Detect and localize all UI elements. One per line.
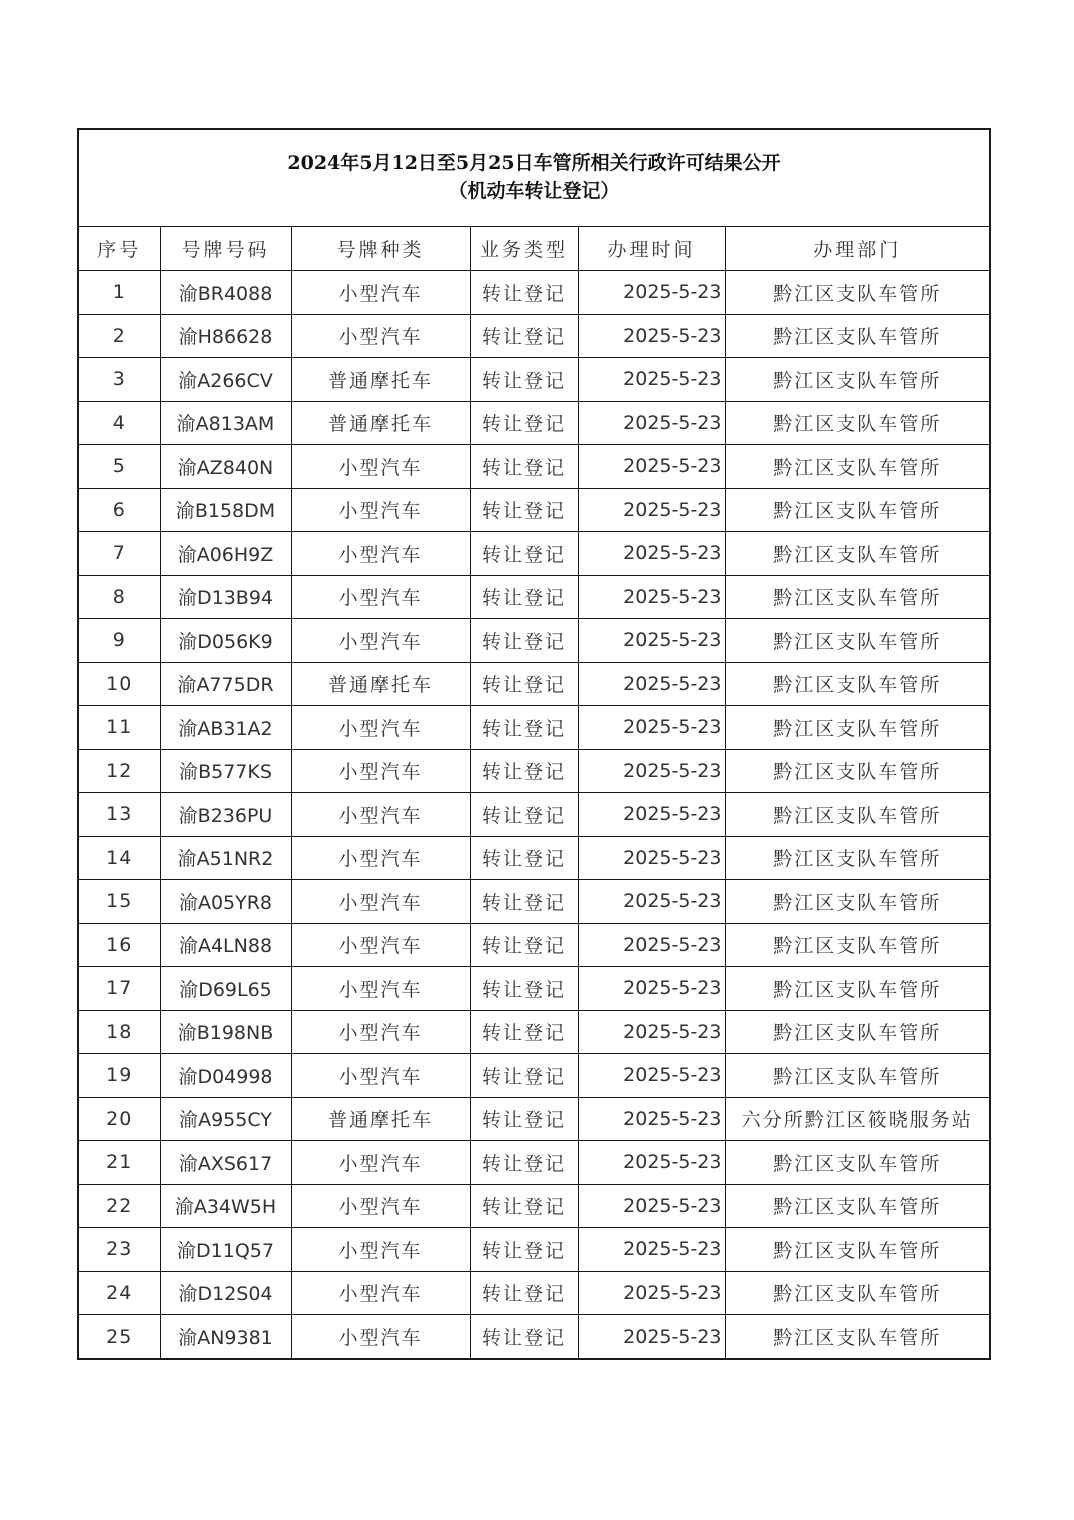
column-header-index: 序号 xyxy=(79,227,160,271)
cell-index: 9 xyxy=(79,619,160,663)
cell-plate-type: 小型汽车 xyxy=(291,488,470,532)
cell-processing-date: 2025-5-23 xyxy=(578,532,725,576)
cell-business-type: 转让登记 xyxy=(470,1054,578,1098)
cell-department: 黔江区支队车管所 xyxy=(725,314,989,358)
table-row xyxy=(79,1315,989,1359)
table-row xyxy=(79,662,989,706)
cell-business-type: 转让登记 xyxy=(470,662,578,706)
cell-plate-type: 小型汽车 xyxy=(291,575,470,619)
table-row xyxy=(79,1228,989,1272)
document-title-block xyxy=(79,130,989,227)
table-row xyxy=(79,1141,989,1185)
cell-department: 黔江区支队车管所 xyxy=(725,1184,989,1228)
cell-business-type: 转让登记 xyxy=(470,836,578,880)
cell-department: 黔江区支队车管所 xyxy=(725,271,989,315)
cell-department: 黔江区支队车管所 xyxy=(725,793,989,837)
cell-index: 25 xyxy=(79,1315,160,1359)
cell-plate-type: 小型汽车 xyxy=(291,1054,470,1098)
cell-plate-number: 渝BR4088 xyxy=(160,271,291,315)
cell-index: 10 xyxy=(79,662,160,706)
cell-plate-number: 渝AZ840N xyxy=(160,445,291,489)
table-body xyxy=(79,271,989,1359)
cell-plate-type: 小型汽车 xyxy=(291,1141,470,1185)
cell-index: 12 xyxy=(79,749,160,793)
cell-processing-date: 2025-5-23 xyxy=(578,1010,725,1054)
cell-business-type: 转让登记 xyxy=(470,923,578,967)
cell-plate-type: 小型汽车 xyxy=(291,1315,470,1359)
cell-processing-date: 2025-5-23 xyxy=(578,1141,725,1185)
cell-plate-number: 渝D04998 xyxy=(160,1054,291,1098)
cell-processing-date: 2025-5-23 xyxy=(578,967,725,1011)
cell-department: 黔江区支队车管所 xyxy=(725,1141,989,1185)
cell-index: 24 xyxy=(79,1271,160,1315)
cell-index: 23 xyxy=(79,1228,160,1272)
cell-processing-date: 2025-5-23 xyxy=(578,575,725,619)
cell-plate-number: 渝A34W5H xyxy=(160,1184,291,1228)
cell-department: 黔江区支队车管所 xyxy=(725,706,989,750)
cell-processing-date: 2025-5-23 xyxy=(578,749,725,793)
column-header-business-type: 业务类型 xyxy=(470,227,578,271)
cell-processing-date: 2025-5-23 xyxy=(578,1271,725,1315)
cell-processing-date: 2025-5-23 xyxy=(578,1228,725,1272)
cell-index: 6 xyxy=(79,488,160,532)
cell-business-type: 转让登记 xyxy=(470,488,578,532)
cell-department: 黔江区支队车管所 xyxy=(725,662,989,706)
cell-processing-date: 2025-5-23 xyxy=(578,706,725,750)
column-header-plate-number: 号牌号码 xyxy=(160,227,291,271)
cell-processing-date: 2025-5-23 xyxy=(578,1054,725,1098)
cell-plate-number: 渝D13B94 xyxy=(160,575,291,619)
cell-processing-date: 2025-5-23 xyxy=(578,488,725,532)
cell-department: 黔江区支队车管所 xyxy=(725,358,989,402)
cell-index: 14 xyxy=(79,836,160,880)
cell-department: 黔江区支队车管所 xyxy=(725,401,989,445)
cell-processing-date: 2025-5-23 xyxy=(578,923,725,967)
table-row xyxy=(79,749,989,793)
cell-department: 黔江区支队车管所 xyxy=(725,1271,989,1315)
cell-index: 7 xyxy=(79,532,160,576)
cell-plate-number: 渝D69L65 xyxy=(160,967,291,1011)
table-row xyxy=(79,923,989,967)
cell-plate-type: 小型汽车 xyxy=(291,706,470,750)
cell-index: 19 xyxy=(79,1054,160,1098)
cell-plate-type: 小型汽车 xyxy=(291,749,470,793)
cell-index: 3 xyxy=(79,358,160,402)
cell-business-type: 转让登记 xyxy=(470,271,578,315)
column-header-department: 办理部门 xyxy=(725,227,989,271)
cell-business-type: 转让登记 xyxy=(470,706,578,750)
cell-plate-type: 小型汽车 xyxy=(291,271,470,315)
cell-department: 黔江区支队车管所 xyxy=(725,1010,989,1054)
cell-index: 13 xyxy=(79,793,160,837)
cell-department: 黔江区支队车管所 xyxy=(773,1327,942,1349)
cell-processing-date: 2025-5-23 xyxy=(578,445,725,489)
cell-business-type: 转让登记 xyxy=(470,532,578,576)
table-row xyxy=(79,836,989,880)
cell-processing-date: 2025-5-23 xyxy=(578,793,725,837)
cell-processing-date: 2025-5-23 xyxy=(578,662,725,706)
cell-index: 4 xyxy=(79,401,160,445)
cell-department: 黔江区支队车管所 xyxy=(725,923,989,967)
cell-department: 黔江区支队车管所 xyxy=(725,532,989,576)
table-row xyxy=(79,445,989,489)
document-subtitle: （机动车转让登记） xyxy=(448,180,620,202)
cell-plate-number: 渝B236PU xyxy=(160,793,291,837)
table-row xyxy=(79,575,989,619)
table-row xyxy=(79,1097,989,1141)
cell-department: 黔江区支队车管所 xyxy=(725,445,989,489)
table-header-row xyxy=(79,227,989,271)
table-row xyxy=(79,1271,989,1315)
cell-index: 21 xyxy=(79,1141,160,1185)
cell-business-type: 转让登记 xyxy=(470,1271,578,1315)
table-row xyxy=(79,880,989,924)
cell-plate-type: 小型汽车 xyxy=(291,1271,470,1315)
cell-business-type: 转让登记 xyxy=(470,967,578,1011)
cell-business-type: 转让登记 xyxy=(470,575,578,619)
cell-department: 黔江区支队车管所 xyxy=(725,488,989,532)
cell-plate-number: 渝D11Q57 xyxy=(160,1228,291,1272)
table-row xyxy=(79,271,989,315)
cell-department: 黔江区支队车管所 xyxy=(725,967,989,1011)
cell-index: 17 xyxy=(79,967,160,1011)
table-row xyxy=(79,793,989,837)
cell-processing-date: 2025-5-23 xyxy=(578,880,725,924)
cell-plate-type: 小型汽车 xyxy=(291,314,470,358)
cell-business-type: 转让登记 xyxy=(470,314,578,358)
cell-plate-number: 渝A51NR2 xyxy=(160,836,291,880)
cell-index: 20 xyxy=(79,1097,160,1141)
cell-plate-number: 渝A4LN88 xyxy=(160,923,291,967)
cell-plate-number: 渝H86628 xyxy=(160,314,291,358)
cell-plate-type: 小型汽车 xyxy=(291,836,470,880)
cell-index: 11 xyxy=(79,706,160,750)
cell-index: 2 xyxy=(79,314,160,358)
cell-department: 黔江区支队车管所 xyxy=(725,836,989,880)
cell-department: 黔江区支队车管所 xyxy=(725,749,989,793)
cell-business-type: 转让登记 xyxy=(470,445,578,489)
cell-plate-type: 小型汽车 xyxy=(291,923,470,967)
column-header-processing-date: 办理时间 xyxy=(578,227,725,271)
cell-plate-number: 渝A266CV xyxy=(160,358,291,402)
table-row xyxy=(79,1054,989,1098)
cell-plate-number: 渝A813AM xyxy=(160,401,291,445)
cell-plate-type: 小型汽车 xyxy=(291,532,470,576)
cell-plate-type: 小型汽车 xyxy=(291,1010,470,1054)
cell-processing-date: 2025-5-23 xyxy=(578,836,725,880)
table-row xyxy=(79,532,989,576)
cell-processing-date: 2025-5-23 xyxy=(578,314,725,358)
cell-plate-number: 渝A955CY xyxy=(160,1097,291,1141)
cell-plate-type: 小型汽车 xyxy=(291,967,470,1011)
cell-business-type: 转让登记 xyxy=(470,401,578,445)
cell-department: 黔江区支队车管所 xyxy=(725,1054,989,1098)
cell-index: 8 xyxy=(79,575,160,619)
cell-plate-type: 普通摩托车 xyxy=(291,1097,470,1141)
cell-department: 黔江区支队车管所 xyxy=(725,619,989,663)
cell-plate-number: 渝B158DM xyxy=(160,488,291,532)
cell-department: 黔江区支队车管所 xyxy=(725,880,989,924)
table-row xyxy=(79,1184,989,1228)
cell-plate-type: 普通摩托车 xyxy=(291,358,470,402)
cell-plate-type: 小型汽车 xyxy=(291,1228,470,1272)
table-row xyxy=(79,619,989,663)
cell-plate-number: 渝B577KS xyxy=(160,749,291,793)
cell-plate-type: 小型汽车 xyxy=(291,619,470,663)
cell-business-type: 转让登记 xyxy=(470,749,578,793)
table-row xyxy=(79,358,989,402)
cell-processing-date: 2025-5-23 xyxy=(578,358,725,402)
cell-department: 六分所黔江区筱晓服务站 xyxy=(725,1097,989,1141)
cell-business-type: 转让登记 xyxy=(470,1315,578,1359)
cell-plate-number: 渝AN9381 xyxy=(160,1315,291,1359)
cell-business-type: 转让登记 xyxy=(470,1184,578,1228)
document-title: 2024年5月12日至5月25日车管所相关行政许可结果公开 xyxy=(287,152,781,174)
cell-index: 5 xyxy=(79,445,160,489)
cell-index: 1 xyxy=(79,271,160,315)
cell-processing-date: 2025-5-23 xyxy=(578,401,725,445)
cell-business-type: 转让登记 xyxy=(470,1228,578,1272)
cell-index: 18 xyxy=(79,1010,160,1054)
cell-processing-date: 2025-5-23 xyxy=(578,1097,725,1141)
cell-processing-date: 2025-5-23 xyxy=(578,271,725,315)
table-row xyxy=(79,967,989,1011)
cell-index: 16 xyxy=(79,923,160,967)
cell-plate-type: 普通摩托车 xyxy=(291,401,470,445)
cell-plate-number: 渝D12S04 xyxy=(160,1271,291,1315)
cell-index: 22 xyxy=(79,1184,160,1228)
cell-processing-date: 2025-5-23 xyxy=(578,1315,725,1359)
cell-index: 15 xyxy=(79,880,160,924)
cell-plate-number: 渝AXS617 xyxy=(160,1141,291,1185)
cell-plate-number: 渝A775DR xyxy=(160,662,291,706)
cell-department: 黔江区支队车管所 xyxy=(725,575,989,619)
cell-plate-type: 小型汽车 xyxy=(291,445,470,489)
cell-plate-type: 小型汽车 xyxy=(291,793,470,837)
cell-business-type: 转让登记 xyxy=(470,1141,578,1185)
cell-business-type: 转让登记 xyxy=(470,793,578,837)
cell-business-type: 转让登记 xyxy=(470,880,578,924)
registration-table xyxy=(79,227,989,1358)
results-table-sheet xyxy=(77,128,991,1360)
cell-plate-type: 普通摩托车 xyxy=(291,662,470,706)
cell-department: 黔江区支队车管所 xyxy=(725,1228,989,1272)
column-header-plate-type: 号牌种类 xyxy=(291,227,470,271)
table-row xyxy=(79,488,989,532)
cell-plate-number: 渝AB31A2 xyxy=(160,706,291,750)
cell-plate-type: 小型汽车 xyxy=(291,880,470,924)
cell-plate-type: 小型汽车 xyxy=(291,1184,470,1228)
cell-business-type: 转让登记 xyxy=(470,1097,578,1141)
table-row xyxy=(79,706,989,750)
table-row xyxy=(79,401,989,445)
table-row xyxy=(79,1010,989,1054)
cell-plate-number: 渝A06H9Z xyxy=(160,532,291,576)
cell-business-type: 转让登记 xyxy=(470,358,578,402)
cell-processing-date: 2025-5-23 xyxy=(578,619,725,663)
cell-plate-number: 渝A05YR8 xyxy=(160,880,291,924)
table-row xyxy=(79,314,989,358)
cell-processing-date: 2025-5-23 xyxy=(578,1184,725,1228)
cell-business-type: 转让登记 xyxy=(470,1010,578,1054)
cell-plate-number: 渝D056K9 xyxy=(160,619,291,663)
cell-plate-number: 渝B198NB xyxy=(160,1010,291,1054)
cell-business-type: 转让登记 xyxy=(470,619,578,663)
